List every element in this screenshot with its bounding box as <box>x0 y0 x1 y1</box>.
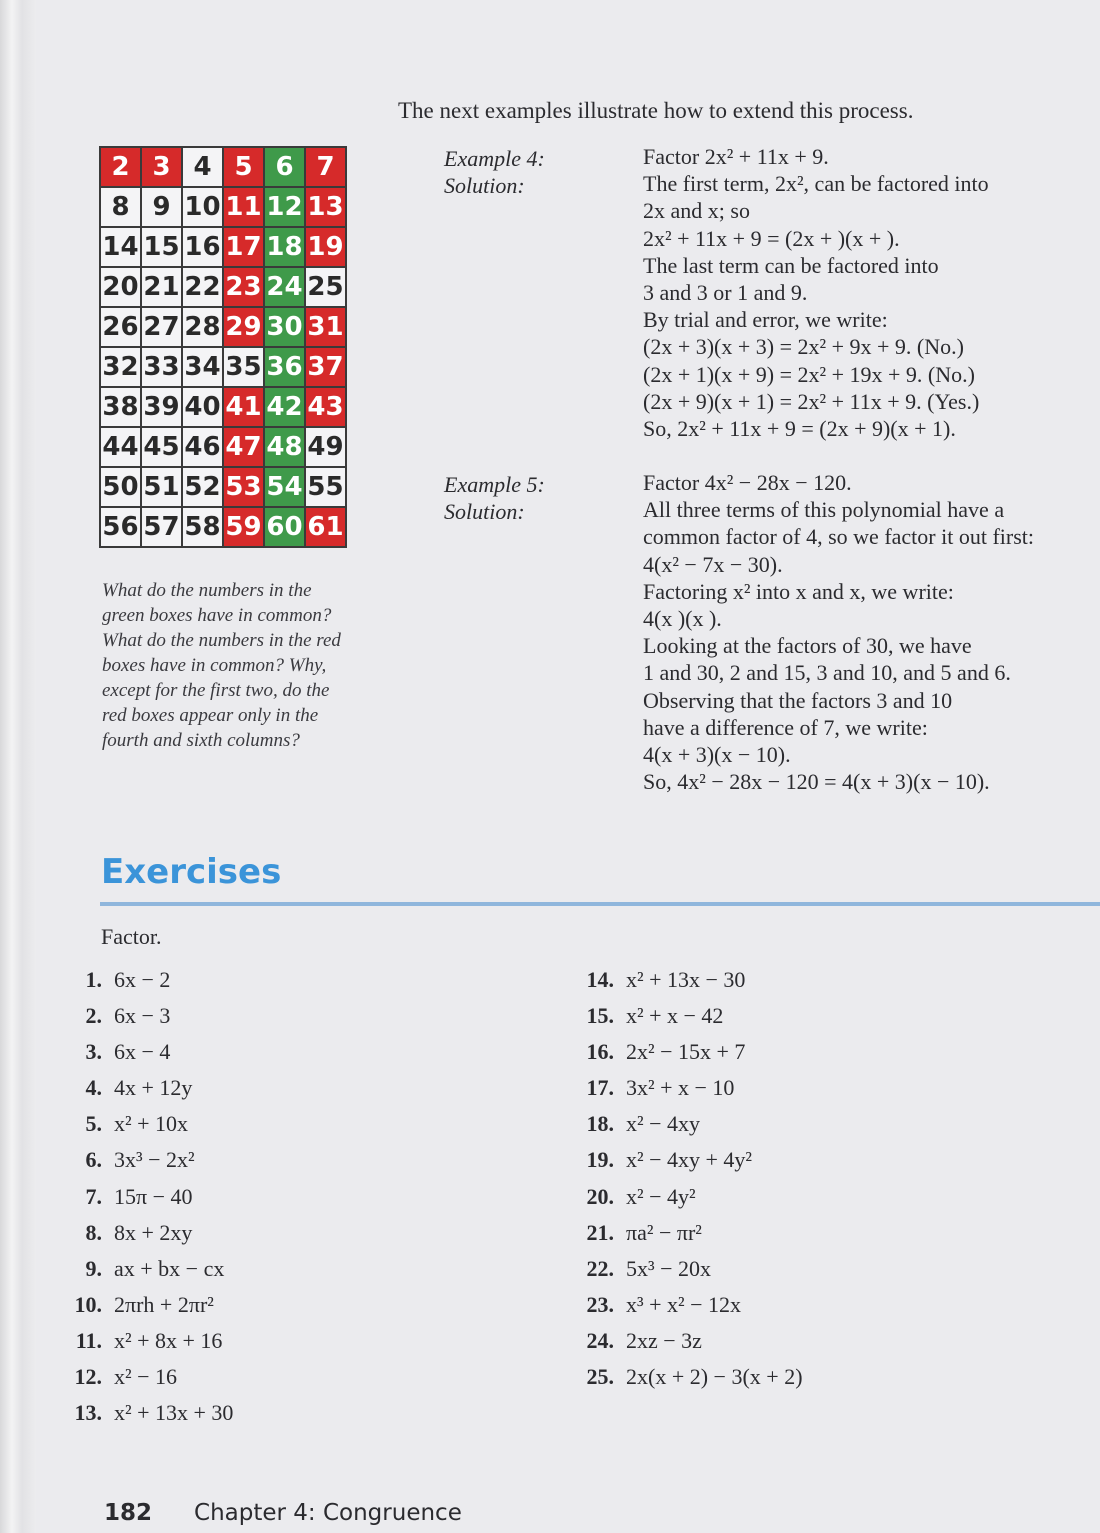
exercise-expression: 4x + 12y <box>114 1075 193 1101</box>
exercise-item <box>60 1075 233 1111</box>
exercise-item <box>60 1147 233 1183</box>
exercise-expression: 3x³ − 2x² <box>114 1147 195 1173</box>
grid-cell: 46 <box>182 427 223 467</box>
exercise-item <box>60 1111 233 1147</box>
exercise-number: 5. <box>85 1111 102 1137</box>
exercise-expression: x² + 13x + 30 <box>114 1400 234 1426</box>
grid-cell-green: 24 <box>264 267 305 307</box>
exercise-number: 3. <box>85 1039 102 1065</box>
grid-row <box>100 467 346 507</box>
intro-sentence: The next examples illustrate how to extend this process. <box>398 98 914 123</box>
exercise-expression: 2x(x + 2) − 3(x + 2) <box>626 1364 803 1390</box>
grid-cell-red: 5 <box>223 147 264 187</box>
example-4-line: 2x² + 11x + 9 = (2x + )(x + ). <box>643 225 900 251</box>
example-4-line: So, 2x² + 11x + 9 = (2x + 9)(x + 1). <box>643 415 956 441</box>
grid-cell-red: 29 <box>223 307 264 347</box>
exercise-item <box>60 1003 233 1039</box>
grid-cell-green: 60 <box>264 507 305 547</box>
grid-cell: 58 <box>182 507 223 547</box>
exercises-instruction: Factor. <box>101 924 162 949</box>
exercise-number: 6. <box>85 1147 102 1173</box>
example-5-line: Looking at the factors of 30, we have <box>643 633 972 659</box>
exercise-expression: x² − 4y² <box>626 1183 696 1209</box>
exercise-number: 7. <box>85 1183 102 1209</box>
example-5-line: common factor of 4, so we factor it out first: <box>643 524 1035 550</box>
exercise-number: 23. <box>586 1291 614 1317</box>
exercise-number: 13. <box>74 1400 102 1426</box>
exercise-expression: 3x² + x − 10 <box>626 1075 735 1101</box>
number-grid <box>99 146 347 548</box>
example-5-line: Observing that the factors 3 and 10 <box>643 687 953 713</box>
exercise-item <box>572 1111 803 1147</box>
exercise-expression: 6x − 2 <box>114 967 171 992</box>
grid-cell: 49 <box>305 427 346 467</box>
exercise-item <box>572 1003 803 1039</box>
example-5-line: So, 4x² − 28x − 120 = 4(x + 3)(x − 10). <box>643 769 990 795</box>
grid-cell-green: 6 <box>264 147 305 187</box>
exercise-item <box>572 1328 803 1364</box>
exercise-item <box>572 1292 803 1328</box>
example-5-line: have a difference of 7, we write: <box>643 714 928 740</box>
exercise-expression: 2x² − 15x + 7 <box>626 1039 746 1065</box>
exercises-divider <box>100 902 1100 906</box>
example-4-trial-line: (2x + 9)(x + 1) = 2x² + 11x + 9. (Yes.) <box>643 388 980 414</box>
example-4-label <box>444 145 545 199</box>
example-5-line: 4(x + 3)(x − 10). <box>643 741 791 767</box>
example-4-line: Factor 2x² + 11x + 9. <box>643 144 829 169</box>
grid-cell: 34 <box>182 347 223 387</box>
grid-cell-red: 11 <box>223 187 264 227</box>
exercise-item <box>572 1147 803 1183</box>
grid-cell-green: 54 <box>264 467 305 507</box>
exercise-expression: x³ + x² − 12x <box>626 1291 742 1317</box>
grid-cell-red: 3 <box>141 147 182 187</box>
grid-cell: 25 <box>305 267 346 307</box>
example-4-line: By trial and error, we write: <box>643 307 888 333</box>
exercise-item <box>572 1184 803 1220</box>
exercise-expression: 5x³ − 20x <box>626 1255 712 1281</box>
grid-cell-red: 23 <box>223 267 264 307</box>
grid-cell: 15 <box>141 227 182 267</box>
example-5-line: Factoring x² into x and x, we write: <box>643 578 954 604</box>
grid-cell: 21 <box>141 267 182 307</box>
chapter-title: Chapter 4: Congruence <box>194 1500 462 1526</box>
grid-caption: What do the numbers in the green boxes have in common? What do the numbers in the red boxes have in common? Why, except for the first two, do the red boxes appear only in the fourth and sixth columns? <box>102 580 341 751</box>
example-5-solution-label: Solution: <box>444 499 525 524</box>
grid-cell: 10 <box>182 187 223 227</box>
exercise-number: 19. <box>586 1147 614 1173</box>
exercise-number: 8. <box>85 1219 102 1245</box>
grid-cell-red: 19 <box>305 227 346 267</box>
exercise-number: 18. <box>586 1111 614 1137</box>
exercise-number: 21. <box>586 1219 614 1245</box>
exercise-expression: x² + 8x + 16 <box>114 1327 223 1353</box>
exercise-item <box>572 1256 803 1292</box>
grid-cell: 20 <box>100 267 141 307</box>
exercise-expression: x² − 16 <box>114 1364 178 1390</box>
exercise-number: 10. <box>74 1291 102 1317</box>
grid-cell: 56 <box>100 507 141 547</box>
grid-row <box>100 427 346 467</box>
grid-cell-green: 48 <box>264 427 305 467</box>
grid-cell-green: 18 <box>264 227 305 267</box>
grid-cell: 52 <box>182 467 223 507</box>
grid-row <box>100 307 346 347</box>
example-5-line: 4(x² − 7x − 30). <box>643 551 783 577</box>
example-4-trial-line: (2x + 1)(x + 9) = 2x² + 19x + 9. (No.) <box>643 361 975 387</box>
exercise-item <box>60 1184 233 1220</box>
exercise-number: 12. <box>74 1364 102 1390</box>
example-5-line: 1 and 30, 2 and 15, 3 and 10, and 5 and 6. <box>643 660 1011 686</box>
grid-row <box>100 347 346 387</box>
exercise-expression: x² + 13x − 30 <box>626 967 746 992</box>
grid-cell: 40 <box>182 387 223 427</box>
exercise-expression: 8x + 2xy <box>114 1219 193 1245</box>
exercise-expression: x² − 4xy <box>626 1111 701 1137</box>
exercise-item <box>60 1220 233 1256</box>
exercise-expression: 2xz − 3z <box>626 1327 702 1353</box>
grid-cell-red: 53 <box>223 467 264 507</box>
exercise-item <box>60 1256 233 1292</box>
exercise-number: 2. <box>85 1003 102 1029</box>
example-4-trial-line: (2x + 3)(x + 3) = 2x² + 9x + 9. (No.) <box>643 334 964 360</box>
exercise-list-left <box>60 967 233 1436</box>
example-4-line: 2x and x; so <box>643 198 750 224</box>
exercise-item <box>60 1292 233 1328</box>
exercise-expression: x² + x − 42 <box>626 1003 724 1029</box>
exercise-item <box>572 1364 803 1400</box>
grid-cell-red: 7 <box>305 147 346 187</box>
grid-cell: 32 <box>100 347 141 387</box>
page-binding-edge <box>0 0 36 1533</box>
exercise-item <box>572 1039 803 1075</box>
grid-cell-red: 31 <box>305 307 346 347</box>
exercise-expression: 6x − 3 <box>114 1003 171 1029</box>
example-5-line: 4(x )(x ). <box>643 605 722 631</box>
grid-cell: 57 <box>141 507 182 547</box>
grid-cell-red: 61 <box>305 507 346 547</box>
grid-cell: 35 <box>223 347 264 387</box>
grid-cell-red: 59 <box>223 507 264 547</box>
exercise-number: 24. <box>586 1327 614 1353</box>
exercise-item <box>572 1220 803 1256</box>
exercise-expression: 15π − 40 <box>114 1183 193 1209</box>
exercise-item <box>60 1328 233 1364</box>
exercises-heading: Exercises <box>101 852 282 892</box>
grid-cell-green: 36 <box>264 347 305 387</box>
grid-cell: 45 <box>141 427 182 467</box>
grid-cell-red: 41 <box>223 387 264 427</box>
grid-cell: 9 <box>141 187 182 227</box>
grid-row <box>100 147 346 187</box>
example-4-solution-label: Solution: <box>444 173 525 198</box>
exercise-number: 20. <box>586 1183 614 1209</box>
exercise-number: 17. <box>586 1075 614 1101</box>
example-5-line: All three terms of this polynomial have a <box>643 497 1005 523</box>
example-4-body <box>643 143 1100 442</box>
exercise-expression: x² − 4xy + 4y² <box>626 1147 753 1173</box>
grid-cell-red: 17 <box>223 227 264 267</box>
page-number: 182 <box>104 1500 153 1526</box>
exercise-expression: ax + bx − cx <box>114 1255 225 1281</box>
grid-cell: 28 <box>182 307 223 347</box>
exercise-item <box>60 1364 233 1400</box>
grid-cell: 27 <box>141 307 182 347</box>
example-5-title: Example 5: <box>444 472 545 497</box>
grid-cell: 50 <box>100 467 141 507</box>
example-5-body <box>643 469 1100 795</box>
grid-cell-red: 47 <box>223 427 264 467</box>
grid-cell: 26 <box>100 307 141 347</box>
exercise-item <box>60 1039 233 1075</box>
grid-cell-green: 30 <box>264 307 305 347</box>
grid-cell-red: 2 <box>100 147 141 187</box>
example-4-title: Example 4: <box>444 146 545 171</box>
grid-cell-red: 43 <box>305 387 346 427</box>
exercise-number: 4. <box>85 1075 102 1101</box>
exercise-expression: πa² − πr² <box>626 1219 702 1245</box>
grid-cell-green: 42 <box>264 387 305 427</box>
exercise-number: 1. <box>85 967 102 992</box>
grid-cell: 22 <box>182 267 223 307</box>
grid-cell: 38 <box>100 387 141 427</box>
grid-row <box>100 187 346 227</box>
exercise-expression: 2πrh + 2πr² <box>114 1291 214 1317</box>
example-4-line: The first term, 2x², can be factored into <box>643 171 989 197</box>
exercise-item <box>572 967 803 1003</box>
exercise-number: 9. <box>85 1255 102 1281</box>
grid-cell-green: 12 <box>264 187 305 227</box>
exercise-item <box>60 1400 233 1436</box>
grid-cell-red: 13 <box>305 187 346 227</box>
exercise-number: 11. <box>75 1327 102 1353</box>
grid-row <box>100 507 346 547</box>
exercise-expression: 6x − 4 <box>114 1039 171 1065</box>
exercise-number: 16. <box>586 1039 614 1065</box>
grid-cell: 14 <box>100 227 141 267</box>
grid-cell: 4 <box>182 147 223 187</box>
example-5-label <box>444 471 545 525</box>
grid-cell: 8 <box>100 187 141 227</box>
grid-cell: 55 <box>305 467 346 507</box>
grid-cell: 33 <box>141 347 182 387</box>
exercise-number: 22. <box>586 1255 614 1281</box>
exercise-number: 25. <box>586 1364 614 1390</box>
exercise-number: 14. <box>586 967 614 992</box>
example-5-line: Factor 4x² − 28x − 120. <box>643 470 852 495</box>
example-4-line: The last term can be factored into <box>643 252 939 278</box>
exercise-expression: x² + 10x <box>114 1111 189 1137</box>
grid-cell: 44 <box>100 427 141 467</box>
grid-cell: 39 <box>141 387 182 427</box>
exercise-number: 15. <box>586 1003 614 1029</box>
grid-row <box>100 267 346 307</box>
grid-cell-red: 37 <box>305 347 346 387</box>
example-4-line: 3 and 3 or 1 and 9. <box>643 279 808 305</box>
exercise-list-right <box>572 967 803 1400</box>
grid-cell: 16 <box>182 227 223 267</box>
grid-row <box>100 227 346 267</box>
page-footer <box>104 1500 462 1526</box>
grid-cell: 51 <box>141 467 182 507</box>
grid-row <box>100 387 346 427</box>
exercise-item <box>60 967 233 1003</box>
exercise-item <box>572 1075 803 1111</box>
